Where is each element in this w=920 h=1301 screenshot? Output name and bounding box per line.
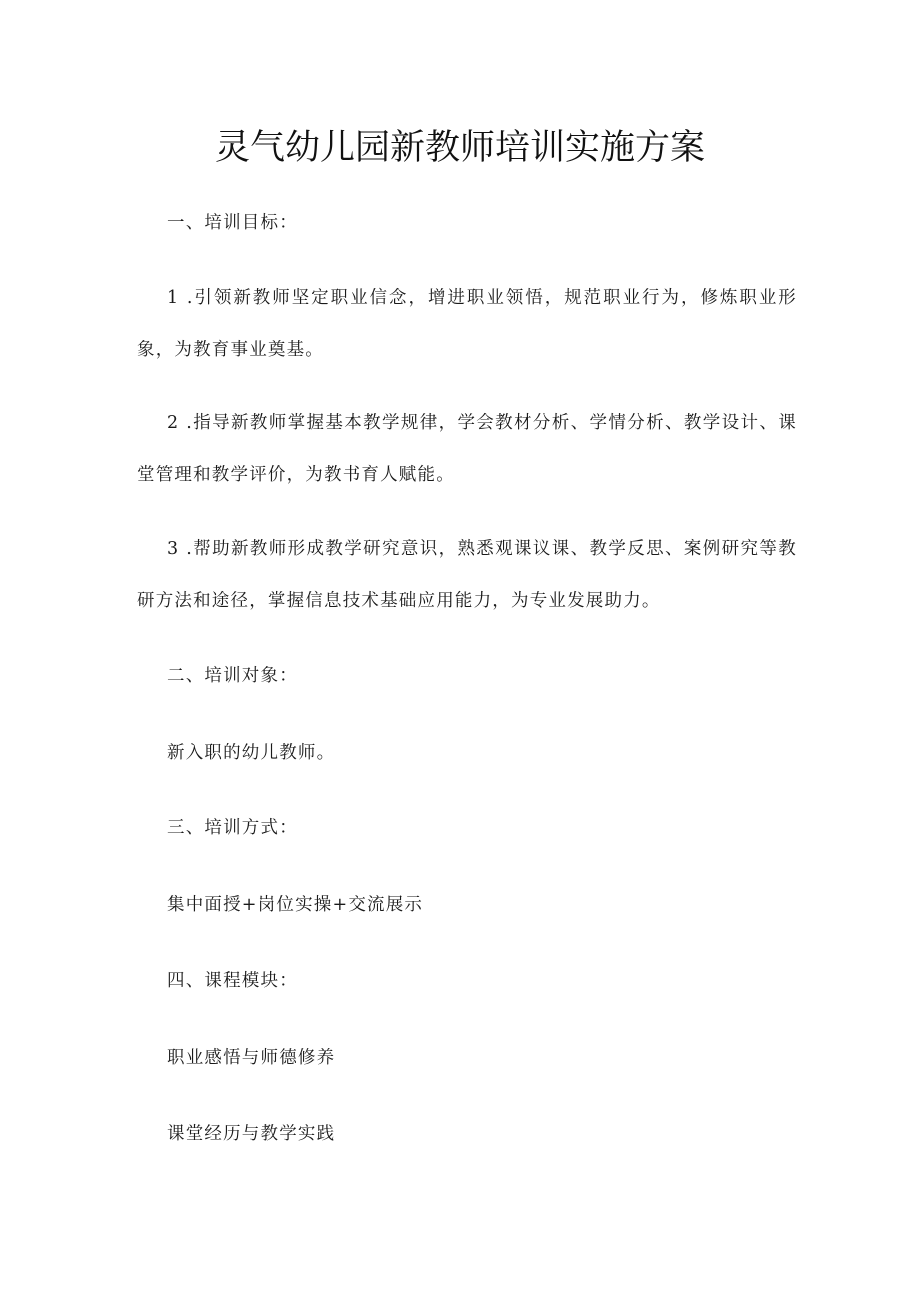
section-heading-modules: 四、课程模块： <box>167 971 298 991</box>
section-heading-methods: 三、培训方式： <box>167 818 298 838</box>
section-heading-goals: 一、培训目标： <box>167 213 298 233</box>
module-item-1: 职业感悟与师德修养 <box>167 1048 336 1068</box>
methods-body: 集中面授+岗位实操+交流展示 <box>167 895 424 915</box>
document-title: 灵气幼儿园新教师培训实施方案 <box>214 128 705 168</box>
goal-item-1: 1 .引领新教师坚定职业信念，增进职业领悟，规范职业行为，修炼职业形象，为教育事业奠基。 <box>137 288 797 360</box>
module-item-2: 课堂经历与教学实践 <box>167 1124 336 1144</box>
targets-body: 新入职的幼儿教师。 <box>167 743 336 763</box>
goal-item-3: 3 .帮助新教师形成教学研究意识，熟悉观课议课、教学反思、案例研究等教研方法和途径，掌握信息技术基础应用能力，为专业发展助力。 <box>137 539 797 611</box>
goal-item-2: 2 .指导新教师掌握基本教学规律，学会教材分析、学情分析、教学设计、课堂管理和教学评价，为教书育人赋能。 <box>137 413 797 485</box>
section-heading-targets: 二、培训对象： <box>167 666 298 686</box>
